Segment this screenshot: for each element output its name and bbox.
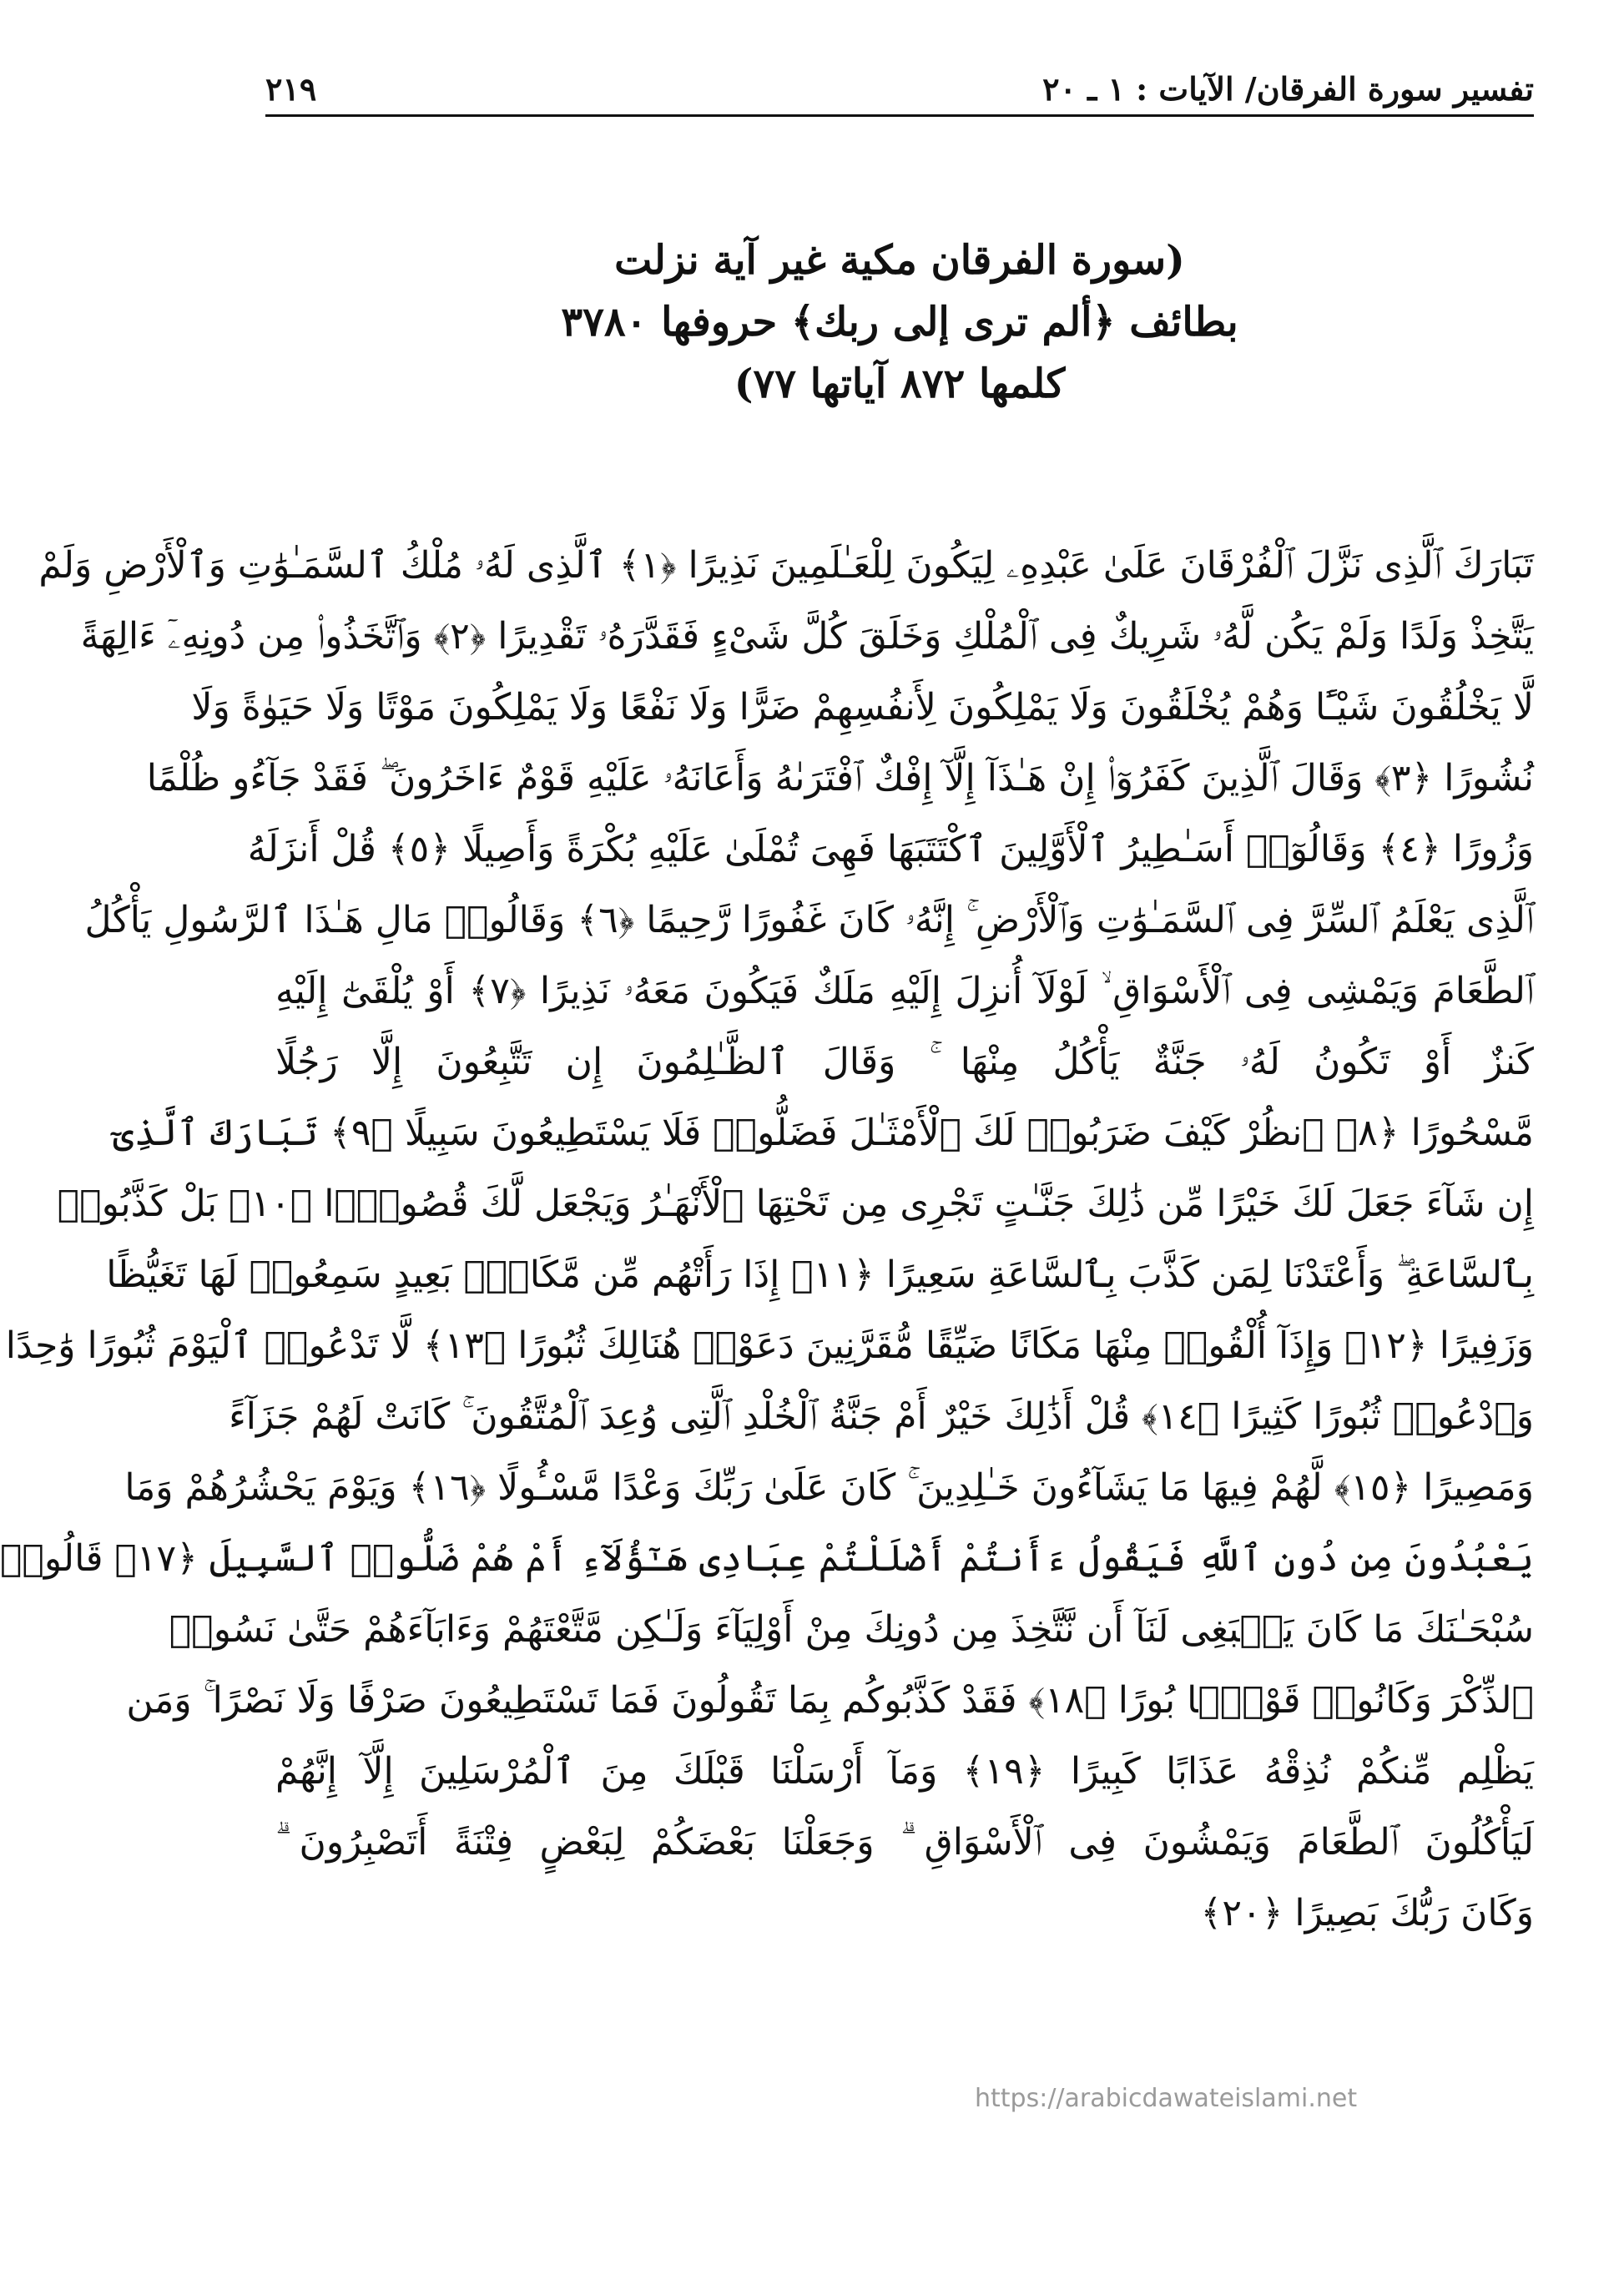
verse-line-text: وَكَانَ رَبُّكَ بَصِيرًا ﴿٢٠﴾ <box>1200 1892 1534 1934</box>
verse-line <box>247 814 1534 885</box>
verse-line <box>275 1736 1534 1807</box>
verse-line-text: بِٱلسَّاعَةِ ۖ وَأَعْتَدْنَا لِمَن كَذَّبَ بِٱلسَّاعَةِ سَعِيرًا ﴿١١﴾ إِذَا رَأَتْهُم مِّن مَّكَانٍۭ بَعِيدٍ سَمِعُوا۟ لَهَا تَغَيُّظًا <box>106 1253 1534 1296</box>
verse-line <box>38 530 1534 601</box>
surah-intro <box>300 230 1499 415</box>
verse-line-text: مَّسْحُورًا ﴿٨﴾ ٱنظُرْ كَيْفَ ضَرَبُوا۟ لَكَ ٱلْأَمْثَـٰلَ فَضَلُّوا۟ فَلَا يَسْتَطِيعُونَ سَبِيلًا ﴿٩﴾ تَبَارَكَ ٱلَّذِىٓ <box>113 1112 1534 1154</box>
verse-line <box>113 1097 1534 1168</box>
verse-line-text: وَزُورًا ﴿٤﴾ وَقَالُوٓا۟ أَسَـٰطِيرُ ٱلْأَوَّلِينَ ٱكْتَتَبَهَا فَهِىَ تُمْلَىٰ عَلَيْهِ بُكْرَةً وَأَصِيلًا ﴿٥﴾ قُلْ أَنزَلَهُ <box>247 828 1534 870</box>
page-number: ٢١٩ <box>265 70 317 108</box>
verse-line <box>126 1665 1534 1736</box>
verse-line <box>275 1878 1534 1949</box>
verse-line-text: وَزَفِيرًا ﴿١٢﴾ وَإِذَآ أُلْقُوا۟ مِنْهَا مَكَانًا ضَيِّقًا مُّقَرَّنِينَ دَعَوْا۟ هُنَالِكَ ثُبُورًا ﴿١٣﴾ لَّا تَدْعُوا۟ ٱلْيَوْمَ ثُبُورًا وَٰحِدًا <box>5 1324 1534 1367</box>
verse-line-text: يَظْلِم مِّنكُمْ نُذِقْهُ عَذَابًا كَبِيرًا ﴿١٩﴾ وَمَآ أَرْسَلْنَا قَبْلَكَ مِنَ ٱلْمُرْسَلِينَ إِلَّآ إِنَّهُمْ <box>275 1750 1535 1793</box>
verse-line <box>0 1523 1534 1594</box>
verse-line-text: كَنزٌ أَوْ تَكُونُ لَهُۥ جَنَّةٌ يَأْكُلُ مِنْهَا ۚ وَقَالَ ٱلظَّـٰلِمُونَ إِن تَتَّبِعُونَ إِلَّا رَجُلًا <box>275 1041 1534 1083</box>
verse-line-text: وَٱدْعُوا۟ ثُبُورًا كَثِيرًا ﴿١٤﴾ قُلْ أَذَٰلِكَ خَيْرٌ أَمْ جَنَّةُ ٱلْخُلْدِ ٱلَّتِى وُعِدَ ٱلْمُتَّقُونَ ۚ كَانَتْ لَهُمْ جَزَآءً <box>229 1395 1534 1438</box>
verse-line-text: سُبْحَـٰنَكَ مَا كَانَ يَنۢبَغِى لَنَآ أَن نَّتَّخِذَ مِن دُونِكَ مِنْ أَوْلِيَآءَ وَلَـٰكِن مَّتَّعْتَهُمْ وَءَابَآءَهُمْ حَتَّىٰ نَسُوا۟ <box>169 1608 1534 1651</box>
verse-line <box>169 1594 1534 1665</box>
verse-line-text: يَعْبُدُونَ مِن دُونِ ٱللَّهِ فَيَقُولُ ءَأَنتُمْ أَضْلَلْتُمْ عِبَادِى هَـٰٓؤُلَآءِ أَمْ هُمْ ضَلُّوا۟ ٱلسَّبِيلَ ﴿١٧﴾ قَالُوا۟ <box>0 1537 1534 1580</box>
verse-line <box>84 885 1534 956</box>
verse-line <box>229 1381 1534 1452</box>
header-title: تفسير سورة الفرقان/ الآيات : ١ ـ ٢٠ <box>1042 70 1534 108</box>
watermark-url: https://arabicdawateislami.net <box>975 2084 1358 2113</box>
verse-line-text: وَمَصِيرًا ﴿١٥﴾ لَّهُمْ فِيهَا مَا يَشَآءُونَ خَـٰلِدِينَ ۚ كَانَ عَلَىٰ رَبِّكَ وَعْدًا مَّسْـُٔولًا ﴿١٦﴾ وَيَوْمَ يَحْشُرُهُمْ وَمَا <box>124 1466 1534 1509</box>
verse-line <box>124 1452 1534 1523</box>
verse-line-text: ٱلطَّعَامَ وَيَمْشِى فِى ٱلْأَسْوَاقِ ۙ لَوْلَآ أُنزِلَ إِلَيْهِ مَلَكٌ فَيَكُونَ مَعَهُۥ نَذِيرًا ﴿٧﴾ أَوْ يُلْقَىٰٓ إِلَيْهِ <box>275 970 1534 1012</box>
verses-block <box>0 530 1535 2091</box>
verse-line <box>275 1807 1534 1878</box>
verse-line <box>275 1026 1534 1097</box>
verse-line-text: لَيَأْكُلُونَ ٱلطَّعَامَ وَيَمْشُونَ فِى ٱلْأَسْوَاقِ ۗ وَجَعَلْنَا بَعْضَكُمْ لِبَعْضٍ فِتْنَةً أَتَصْبِرُونَ ۗ <box>275 1821 1534 1864</box>
intro-line-3: كلمها ٨٧٢ آياتها ٧٧) <box>734 361 1066 407</box>
intro-line-2: بطائف ﴿ألم ترى إلى ربك﴾ حروفها ٣٧٨٠ <box>561 299 1238 346</box>
verse-line <box>5 1310 1534 1381</box>
verse-line-text: نُشُورًا ﴿٣﴾ وَقَالَ ٱلَّذِينَ كَفَرُوٓا۟ إِنْ هَـٰذَآ إِلَّآ إِفْكٌ ٱفْتَرَىٰهُ وَأَعَانَهُۥ عَلَيْهِ قَوْمٌ ءَاخَرُونَ ۖ فَقَدْ جَآءُو ظُلْمًا <box>146 757 1534 799</box>
intro-line-1: (سورة الفرقان مكية غير آية نزلت <box>614 237 1185 284</box>
verse-line <box>146 743 1534 814</box>
verse-line <box>275 956 1534 1026</box>
verse-line-text: ٱلذِّكْرَ وَكَانُوا۟ قَوْمًۢا بُورًا ﴿١٨﴾ فَقَدْ كَذَّبُوكُم بِمَا تَقُولُونَ فَمَا تَسْتَطِيعُونَ صَرْفًا وَلَا نَصْرًا ۚ وَمَن <box>126 1679 1534 1722</box>
verse-line-text: يَتَّخِذْ وَلَدًا وَلَمْ يَكُن لَّهُۥ شَرِيكٌ فِى ٱلْمُلْكِ وَخَلَقَ كُلَّ شَىْءٍ فَقَدَّرَهُۥ تَقْدِيرًا ﴿٢﴾ وَٱتَّخَذُوا۟ مِن دُونِهِۦٓ ءَالِهَةً <box>80 615 1534 658</box>
verse-line-text: لَّا يَخْلُقُونَ شَيْـًٔا وَهُمْ يُخْلَقُونَ وَلَا يَمْلِكُونَ لِأَنفُسِهِمْ ضَرًّا وَلَا نَفْعًا وَلَا يَمْلِكُونَ مَوْتًا وَلَا حَيَوٰةً وَلَا <box>191 686 1534 729</box>
verse-line-text: إِن شَآءَ جَعَلَ لَكَ خَيْرًا مِّن ذَٰلِكَ جَنَّـٰتٍ تَجْرِى مِن تَحْتِهَا ٱلْأَنْهَـٰرُ وَيَجْعَل لَّكَ قُصُورًۢا ﴿١٠﴾ بَلْ كَذَّبُوا۟ <box>57 1183 1534 1225</box>
verse-line-text: تَبَارَكَ ٱلَّذِى نَزَّلَ ٱلْفُرْقَانَ عَلَىٰ عَبْدِهِۦ لِيَكُونَ لِلْعَـٰلَمِينَ نَذِيرًا ﴿١﴾ ٱلَّذِى لَهُۥ مُلْكُ ٱلسَّمَـٰوَٰتِ وَٱلْأَرْضِ وَلَمْ <box>38 544 1534 587</box>
verse-line <box>191 672 1534 743</box>
verse-line <box>80 601 1534 672</box>
running-header <box>265 67 1534 117</box>
verse-line <box>57 1168 1534 1239</box>
verse-line <box>106 1239 1534 1310</box>
verse-line-text: ٱلَّذِى يَعْلَمُ ٱلسِّرَّ فِى ٱلسَّمَـٰوَٰتِ وَٱلْأَرْضِ ۚ إِنَّهُۥ كَانَ غَفُورًا رَّحِيمًا ﴿٦﴾ وَقَالُوا۟ مَالِ هَـٰذَا ٱلرَّسُولِ يَأْكُلُ <box>84 899 1534 941</box>
